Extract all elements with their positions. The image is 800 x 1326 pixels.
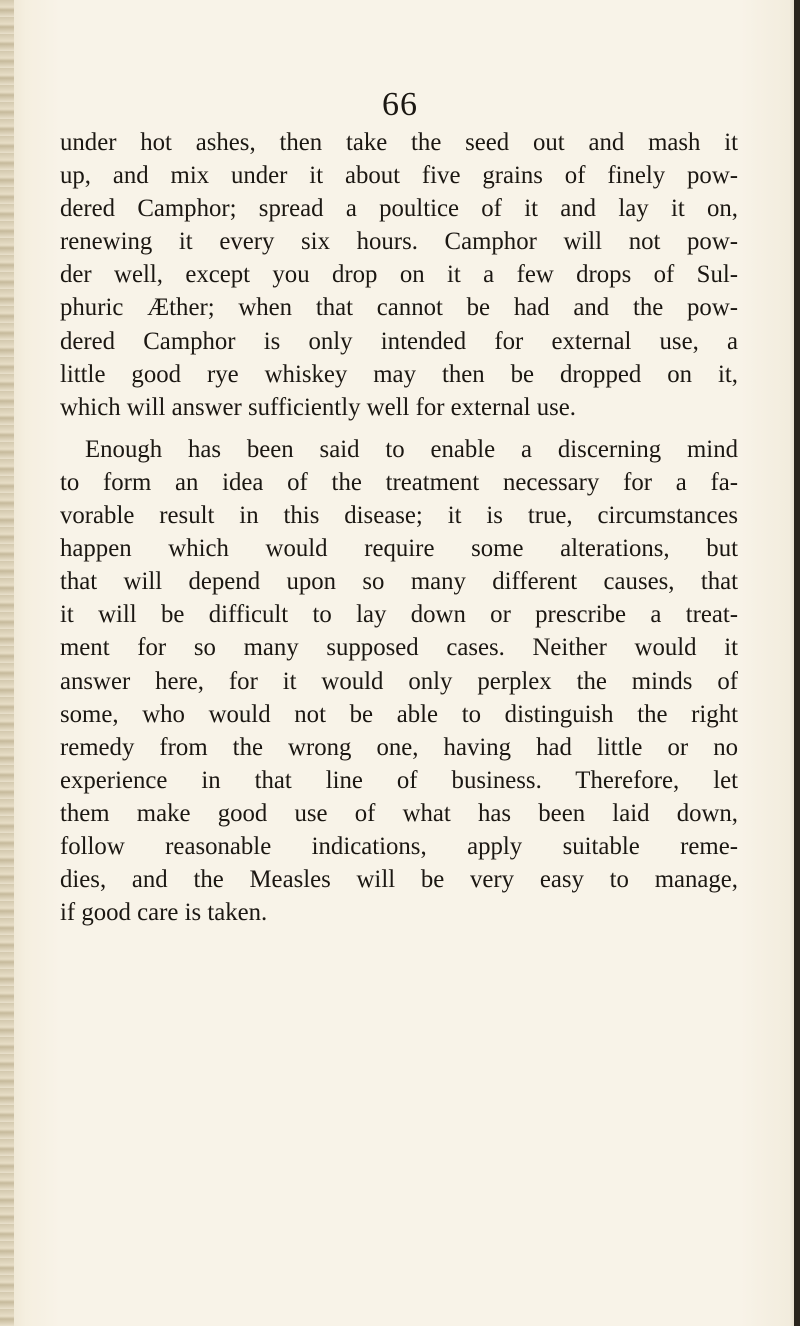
text-line: up, and mix under it about five grains of finely pow- [60,162,738,190]
text-line: Enough has been said to enable a discerning mind [85,435,738,463]
text-line: ment for so many supposed cases. Neither would it [60,634,738,662]
text-line: under hot ashes, then take the seed out and mash it [60,129,738,156]
text-line: them make good use of what has been laid down, [60,799,738,827]
text-line: der well, except you drop on it a few drops of Sul- [60,261,738,289]
text-line: phuric Æther; when that cannot be had and the pow- [60,294,738,322]
text-line: experience in that line of business. Therefore, let [60,766,738,794]
text-line: vorable result in this disease; it is true, circumstances [60,502,738,530]
text-line: follow reasonable indications, apply suitable reme- [60,832,738,860]
binding-edge [0,0,14,1326]
text-line: remedy from the wrong one, having had little or no [60,733,738,761]
text-line: if good care is taken. [60,899,268,927]
body-text [60,126,738,929]
text-line: answer here, for it would only perplex the minds of [60,667,738,695]
page-edge [794,0,800,1326]
text-line: dered Camphor; spread a poultice of it and lay it on, [60,195,738,223]
paragraph-gap [60,424,738,433]
text-line: it will be difficult to lay down or prescribe a treat- [60,601,738,629]
text-line: some, who would not be able to distinguish the right [60,700,738,728]
text-line: dered Camphor is only intended for external use, a [60,327,738,355]
text-line: which will answer sufficiently well for external use. [60,393,576,421]
page-number: 66 [382,86,418,123]
text-line: to form an idea of the treatment necessary for a fa- [60,468,738,496]
text-line: little good rye whiskey may then be dropped on it, [60,360,738,388]
text-line: happen which would require some alterations, but [60,535,738,563]
text-line: dies, and the Measles will be very easy to manage, [60,866,738,894]
text-line: renewing it every six hours. Camphor will not pow- [60,228,738,256]
text-line: that will depend upon so many different causes, that [60,568,738,596]
